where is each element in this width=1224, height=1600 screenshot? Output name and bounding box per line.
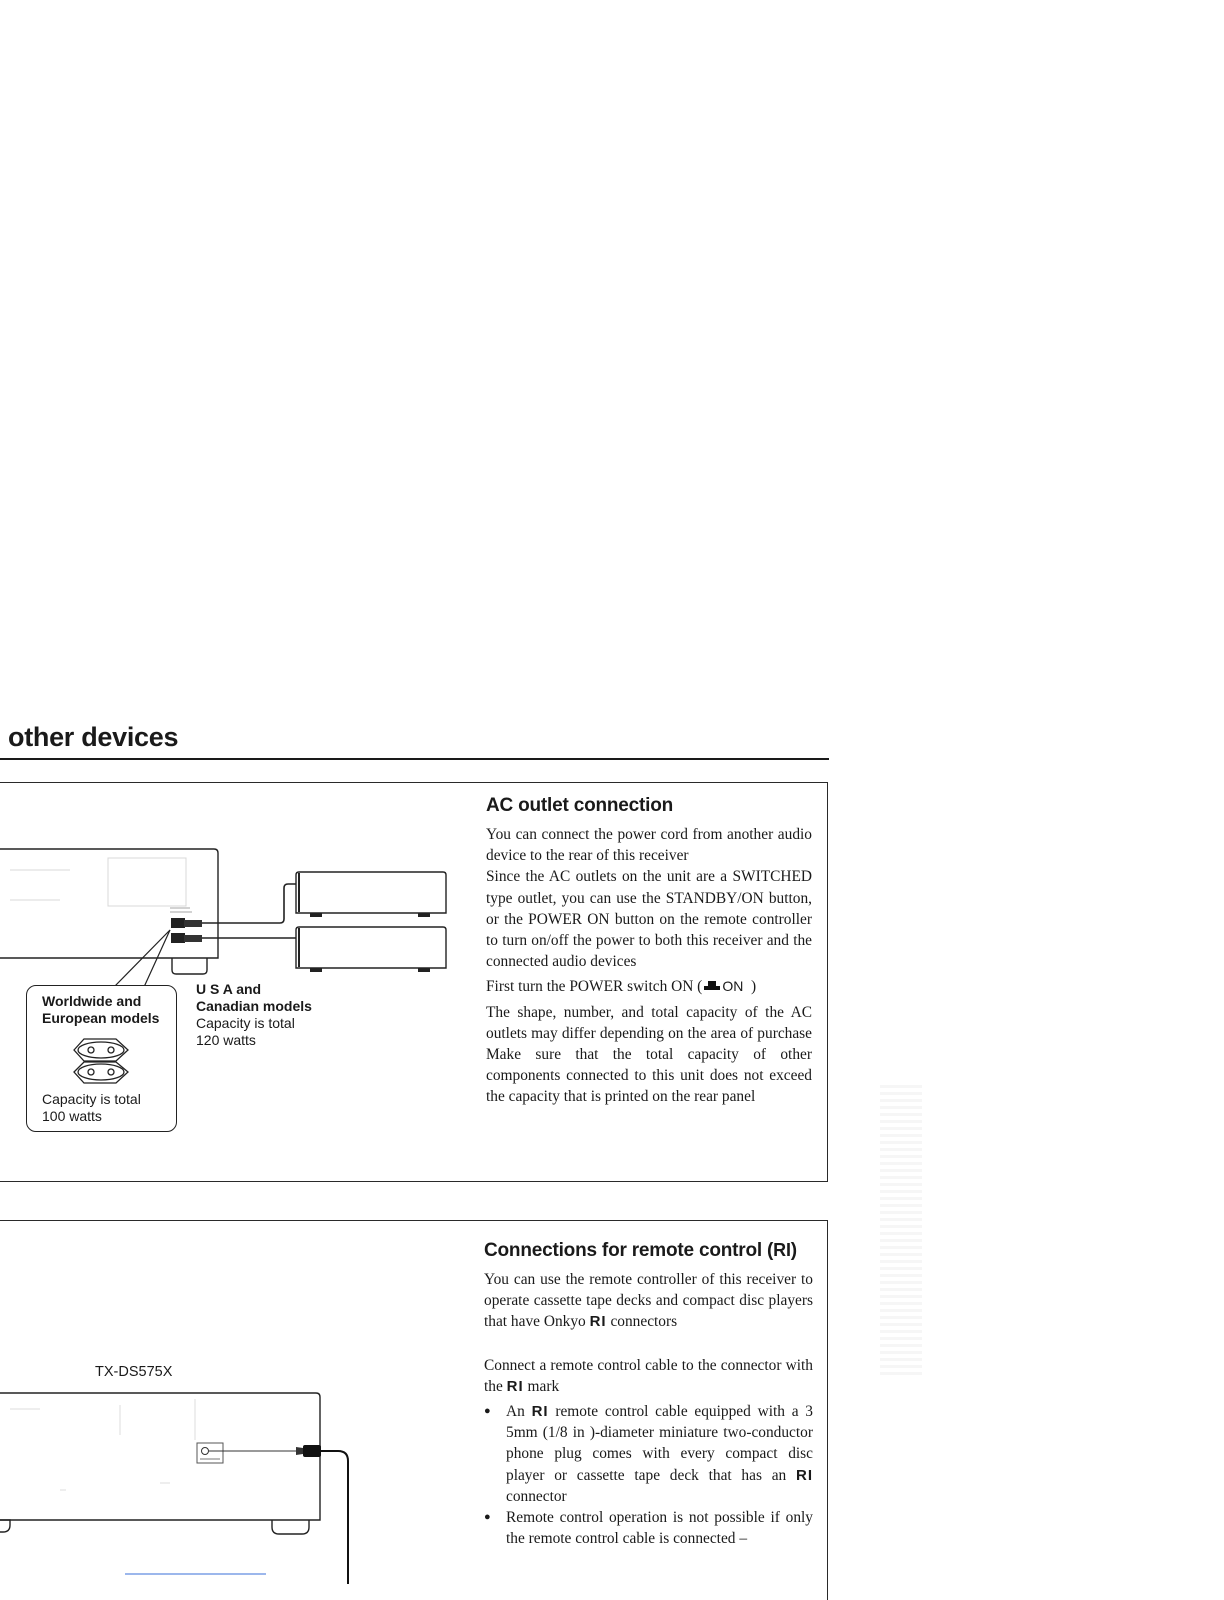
power-switch-icon (704, 983, 720, 991)
ac-paragraph-1: You can connect the power cord from another audio device to the rear of this receiver (486, 826, 812, 865)
power-switch-line: First turn the POWER switch ON ( ON ) (486, 978, 757, 996)
ri-logo-icon: RI (773, 1240, 791, 1260)
ri-logo-icon: RI (796, 1466, 813, 1484)
eu-models-label: Worldwide and European models (42, 993, 160, 1026)
model-label: TX-DS575X (95, 1364, 173, 1380)
ri-connection-diagram (0, 1385, 360, 1584)
ac-connection-diagram (0, 840, 460, 990)
title-rule (0, 758, 829, 760)
ri-bullets (484, 1401, 813, 1549)
page-title: other devices (8, 722, 179, 752)
ac-outlet-text (486, 824, 812, 1112)
ac-outlet-heading: AC outlet connection (486, 795, 674, 816)
usa-models-label: U S A and Canadian models Capacity is total 120 watts (196, 981, 312, 1048)
ri-logo-icon: RI (506, 1377, 524, 1395)
ri-bullet-1: ● An RI remote control cable equipped with a 3 5mm (1/8 in )-diameter miniature two-conductor phone plug comes with every compact disc player or cassette tape deck that has an RI connector (506, 1401, 813, 1507)
margin-scan-noise (880, 1085, 922, 1375)
ri-intro: You can use the remote controller of this receiver to operate cassette tape decks and compact disc players that have Onkyo RI connectors (484, 1271, 813, 1331)
ri-logo-icon: RI (589, 1313, 607, 1331)
remote-control-text (484, 1269, 813, 1549)
ri-logo-icon: RI (531, 1403, 549, 1421)
ac-capacity-note: The shape, number, and total capacity of the AC outlets may differ depending on the area of purchase Make sure that the total capacity of other components connected to this unit does not exceed the capacity that is printed on the rear panel (486, 1003, 812, 1106)
eu-capacity-label: Capacity is total 100 watts (42, 1091, 141, 1124)
ac-paragraph-2: Since the AC outlets on the unit are a SWITCHED type outlet, you can use the STANDBY/ON button, or the POWER ON button on the remote controller to turn on/off the power to both this receiver and the connected audio devices (486, 868, 812, 971)
remote-control-heading: Connections for remote control (RI) (484, 1240, 797, 1261)
ri-bullet-2: ● Remote control operation is not possible if only the remote control cable is connected – (506, 1507, 813, 1549)
ri-connect-line: Connect a remote control cable to the connector with the RI mark (484, 1356, 813, 1395)
eu-outlet-icon (68, 1035, 134, 1087)
